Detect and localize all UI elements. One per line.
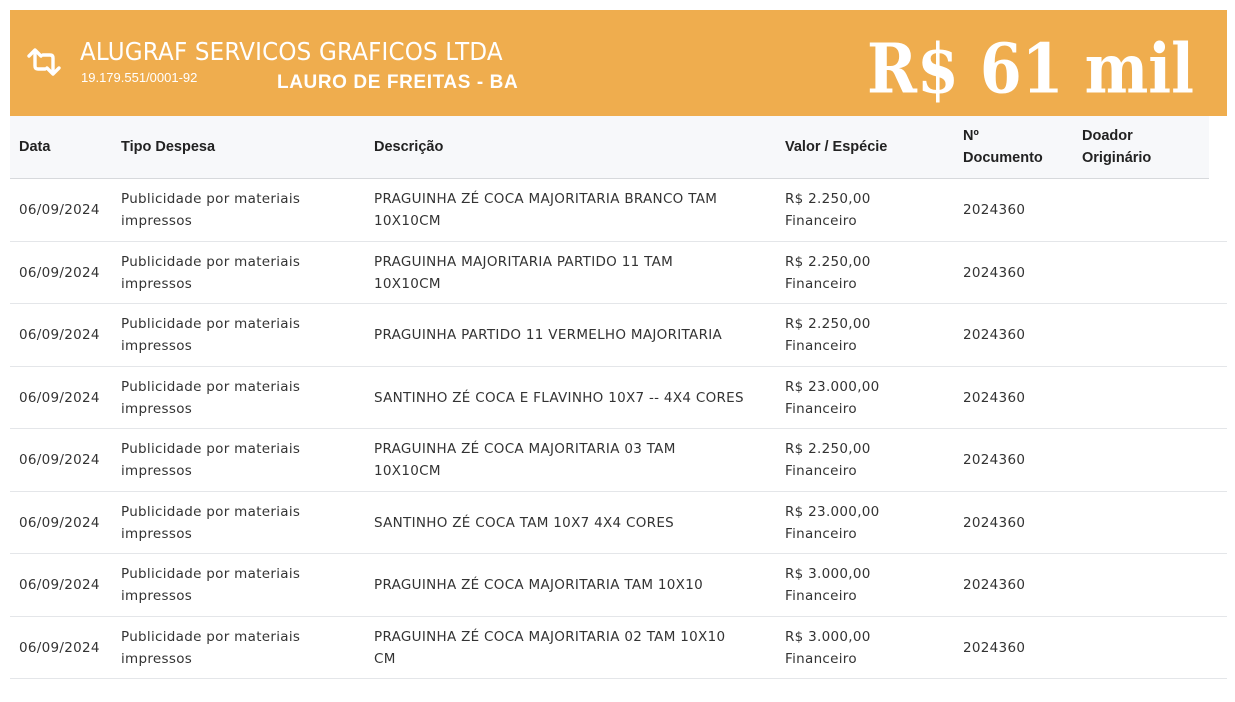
cell-expense-type [121,313,300,357]
table-row [10,554,1227,617]
cell-date: 06/09/2024 [19,202,100,218]
total-value: R$ 61 mil [867,28,1195,110]
cell-expense-type-line2: impressos [121,338,193,354]
cell-document: 2024360 [963,514,1026,531]
column-header-description: Descrição [374,139,444,155]
company-city: LAURO DE FREITAS - BA [277,72,519,93]
cell-value [785,438,871,482]
table-body [10,179,1227,679]
cell-value-line1: R$ 2.250,00 [785,191,871,207]
cell-description-line1: PRAGUINHA PARTIDO 11 VERMELHO MAJORITARIA [374,327,723,343]
table-row [10,429,1227,492]
cell-expense-type [121,626,300,670]
cell-description-line1: PRAGUINHA MAJORITARIA PARTIDO 11 TAM [374,253,674,270]
column-header-document-line2: Documento [963,150,1043,166]
cell-value-line2: Financeiro [785,525,857,542]
cell-description [374,626,725,670]
cell-expense-type-line2: impressos [121,525,193,542]
table-row [10,304,1227,367]
cell-expense-type [121,251,300,295]
cell-document: 2024360 [963,452,1026,468]
cell-date: 06/09/2024 [19,389,100,406]
cell-expense-type-line1: Publicidade por materiais [121,441,301,457]
cell-expense-type-line1: Publicidade por materiais [121,503,301,520]
cell-description [374,324,722,346]
cell-value-line1: R$ 23.000,00 [785,503,880,520]
cell-expense-type [121,563,300,607]
column-header-document [963,125,1043,169]
cell-value-line1: R$ 23.000,00 [785,378,880,395]
cell-description-line1: SANTINHO ZÉ COCA E FLAVINHO 10X7 -- 4X4 CORES [374,389,744,406]
cell-expense-type-line1: Publicidade por materiais [121,253,301,270]
cell-document: 2024360 [963,389,1026,406]
cell-value-line1: R$ 3.000,00 [785,566,871,582]
cell-document: 2024360 [963,577,1026,593]
cell-value-line2: Financeiro [785,275,857,292]
swap-arrows-icon[interactable] [26,46,62,78]
cell-value-line2: Financeiro [785,338,857,354]
cell-description-line2: 10X10CM [374,463,441,479]
table-row [10,242,1227,305]
cell-expense-type-line2: impressos [121,588,193,604]
cell-value-line2: Financeiro [785,400,857,417]
cell-value [785,188,871,232]
cell-description-line1: PRAGUINHA ZÉ COCA MAJORITARIA 02 TAM 10X10 [374,628,726,645]
column-header-type: Tipo Despesa [121,139,216,155]
cell-value-line1: R$ 3.000,00 [785,628,871,645]
cell-expense-type-line1: Publicidade por materiais [121,191,301,207]
cell-expense-type-line1: Publicidade por materiais [121,378,301,395]
expenses-table [10,116,1227,679]
cell-value-line1: R$ 2.250,00 [785,253,871,270]
cell-expense-type [121,438,300,482]
column-header-date: Data [19,139,51,155]
table-header [10,116,1209,179]
cell-expense-type [121,188,300,232]
cell-value [785,376,880,420]
cell-value-line1: R$ 2.250,00 [785,441,871,457]
cell-value-line1: R$ 2.250,00 [785,316,871,332]
cell-value [785,563,871,607]
cell-value-line2: Financeiro [785,588,857,604]
cell-description [374,188,717,232]
cell-expense-type-line2: impressos [121,400,193,417]
cell-document: 2024360 [963,327,1026,343]
cell-date: 06/09/2024 [19,264,100,281]
cell-value [785,251,871,295]
cell-document: 2024360 [963,639,1026,656]
cell-expense-type [121,501,300,545]
table-row [10,179,1227,242]
cell-expense-type-line2: impressos [121,213,193,229]
cell-expense-type-line1: Publicidade por materiais [121,566,301,582]
column-header-donor-line1: Doador [1082,128,1133,144]
cell-date: 06/09/2024 [19,327,100,343]
cell-description [374,387,744,409]
cell-expense-type-line1: Publicidade por materiais [121,628,301,645]
cell-value [785,313,871,357]
cell-description-line1: PRAGUINHA ZÉ COCA MAJORITARIA 03 TAM [374,441,676,457]
company-header [10,10,1227,116]
cell-description [374,512,674,534]
cell-document: 2024360 [963,264,1026,281]
cell-value [785,501,880,545]
column-header-donor-line2: Originário [1082,150,1152,166]
cell-date: 06/09/2024 [19,514,100,531]
cell-value [785,626,871,670]
cell-description [374,438,676,482]
cell-date: 06/09/2024 [19,639,100,656]
company-cnpj: 19.179.551/0001-92 [81,70,198,85]
cell-description [374,574,703,596]
column-header-donor [1082,125,1151,169]
cell-value-line2: Financeiro [785,463,857,479]
cell-expense-type-line1: Publicidade por materiais [121,316,301,332]
column-header-document-line1: Nº [963,128,979,144]
column-header-value: Valor / Espécie [785,139,888,155]
cell-value-line2: Financeiro [785,213,857,229]
table-row [10,617,1227,680]
cell-date: 06/09/2024 [19,577,100,593]
cell-date: 06/09/2024 [19,452,100,468]
cell-description-line2: CM [374,650,396,667]
cell-description-line1: PRAGUINHA ZÉ COCA MAJORITARIA TAM 10X10 [374,577,703,593]
table-row [10,492,1227,555]
cell-expense-type-line2: impressos [121,650,193,667]
cell-expense-type-line2: impressos [121,463,193,479]
cell-description-line2: 10X10CM [374,213,441,229]
cell-document: 2024360 [963,202,1026,218]
cell-value-line2: Financeiro [785,650,857,667]
cell-description-line2: 10X10CM [374,275,441,292]
cell-expense-type-line2: impressos [121,275,193,292]
cell-description [374,251,673,295]
table-row [10,367,1227,430]
cell-description-line1: PRAGUINHA ZÉ COCA MAJORITARIA BRANCO TAM [374,191,718,207]
cell-description-line1: SANTINHO ZÉ COCA TAM 10X7 4X4 CORES [374,514,675,531]
company-name: ALUGRAF SERVICOS GRAFICOS LTDA [80,37,503,66]
cell-expense-type [121,376,300,420]
